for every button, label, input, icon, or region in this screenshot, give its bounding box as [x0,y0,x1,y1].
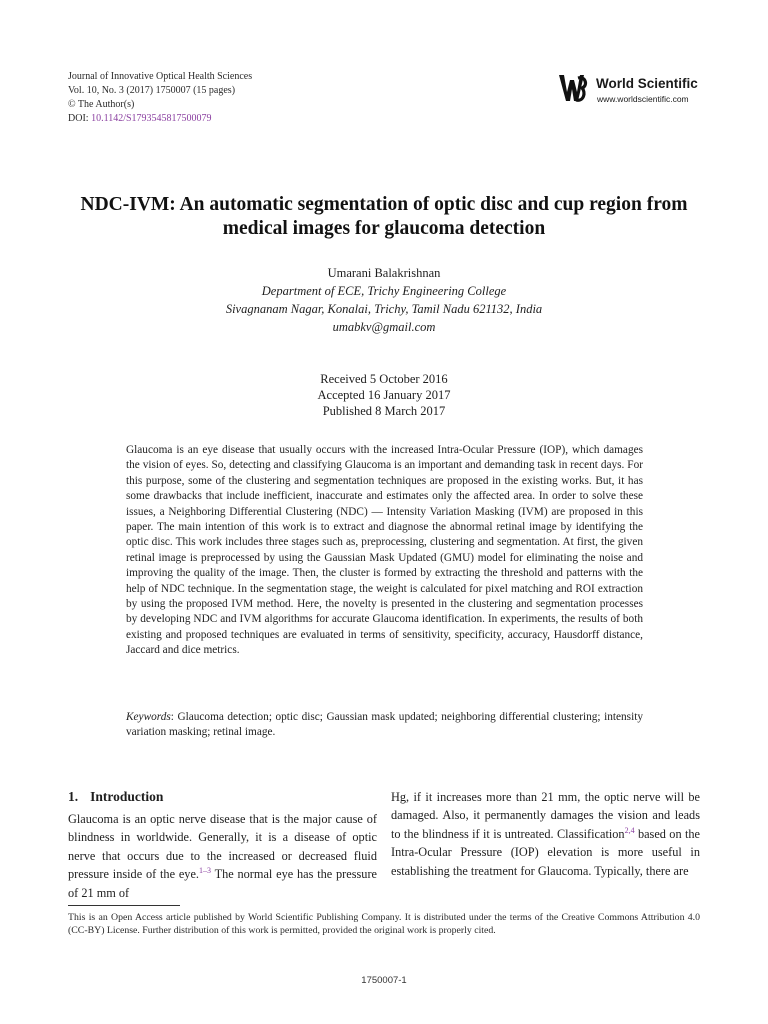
author-name: Umarani Balakrishnan [327,266,441,280]
intro-paragraph-right [391,788,700,880]
open-access-footnote: This is an Open Access article published by World Scientific Publishing Company. It is distributed under the terms of the Creative Commons Attribution 4.0 (CC-BY) License. Further distribution of this work is permitted, provided the original work is properly cited. [68,912,700,937]
page-number: 1750007-1 [361,975,407,986]
intro-paragraph-left [68,810,377,902]
section-title: Introduction [90,789,164,804]
author-email[interactable]: umabkv@gmail.com [332,320,436,334]
citation-1-3[interactable]: 1–3 [198,866,211,876]
doi-link[interactable]: 10.1142/S1793545817500079 [91,113,212,124]
author-address: Sivagnanam Nagar, Konalai, Trichy, Tamil Nadu 621132, India [225,302,543,316]
intro-text-2: The normal eye has the pressure of 21 mm of [68,867,377,900]
section-number: 1. [68,789,79,804]
doi-label: DOI: [68,113,92,124]
doi-line [68,112,252,126]
keywords [126,710,643,741]
dates-block [80,371,688,419]
intro-text-1: Glaucoma is an optic nerve disease that is the major cause of blindness in worldwide. Generally, it is a disease of optic nerve that occurs due to the increased or decreased fluid pressure inside of the eye. [68,812,377,882]
intro-right-column [391,788,700,880]
publisher-url[interactable]: www.worldscientific.com [597,94,689,104]
author-department: Department of ECE, Trichy Engineering College [261,284,507,298]
ws-logo-mark-icon [558,72,588,104]
intro-text-3: Hg, if it increases more than 21 mm, the optic nerve will be damaged. Also, it permanently damages the vision and leads to the blindness if it is untreated. Classification [391,790,700,841]
journal-volume: Vol. 10, No. 3 (2017) 1750007 (15 pages) [68,85,236,96]
intro-left-column [68,788,377,902]
section-heading [68,788,377,806]
journal-info [68,70,252,126]
journal-name: Journal of Innovative Optical Health Sciences [68,71,253,82]
citation-2-4[interactable]: 2,4 [624,825,635,835]
date-accepted: Accepted 16 January 2017 [317,388,451,402]
footnote-rule [68,905,180,906]
abstract: Glaucoma is an eye disease that usually occurs with the increased Intra-Ocular Pressure (IOP), which damages the vision of eyes. So, detecting and classifying Glaucoma is an important and demanding task in recent days. For this purpose, some of the clustering and segmentation techniques are proposed in the existing works. But, it has some drawbacks that include inefficient, inaccurate and estimates only the affected area. In order to solve these issues, a Neighboring Differential Clustering (NDC) — Intensity Variation Masking (IVM) are proposed in this paper. The main intention of this work is to extract and diagnose the abnormal retinal image by identifying the optic disc. This work includes three stages such as, preprocessing, clustering and segmentation. At first, the given retinal image is preprocessed by using the Gaussian Mask Updated (GMU) model for eliminating the noise and improving the quality of the image. Then, the cluster is formed by extracting the threshold and patterns with the help of NDC technique. In the segmentation stage, the weight is calculated for pixel matching and ROI extraction by using the proposed IVM method. Here, the novelty is presented in the clustering and segmentation processes by developing NDC and IVM algorithms for accurate Glaucoma identification. In experiments, the results of both existing and proposed techniques are evaluated in terms of sensitivity, specificity, accuracy, Hausdorff distance, Jaccard and dice metrics. [126,444,643,657]
keywords-label: Keywords [126,711,171,723]
intro-text-4: based on the Intra-Ocular Pressure (IOP) elevation is more useful in establishing the treatment for Glaucoma. Typically, there are [391,826,700,878]
paper-title: NDC-IVM: An automatic segmentation of optic disc and cup region from medical images for glaucoma detection [80,194,688,239]
publisher-name: World Scientific [596,76,698,91]
keywords-text: : Glaucoma detection; optic disc; Gaussian mask updated; neighboring differential clustering; intensity variation masking; retinal image. [126,711,643,739]
date-received: Received 5 October 2016 [320,372,448,386]
copyright: © The Author(s) [68,99,135,110]
author-block [80,264,688,336]
date-published: Published 8 March 2017 [322,404,446,418]
publisher-logo[interactable] [558,70,708,110]
